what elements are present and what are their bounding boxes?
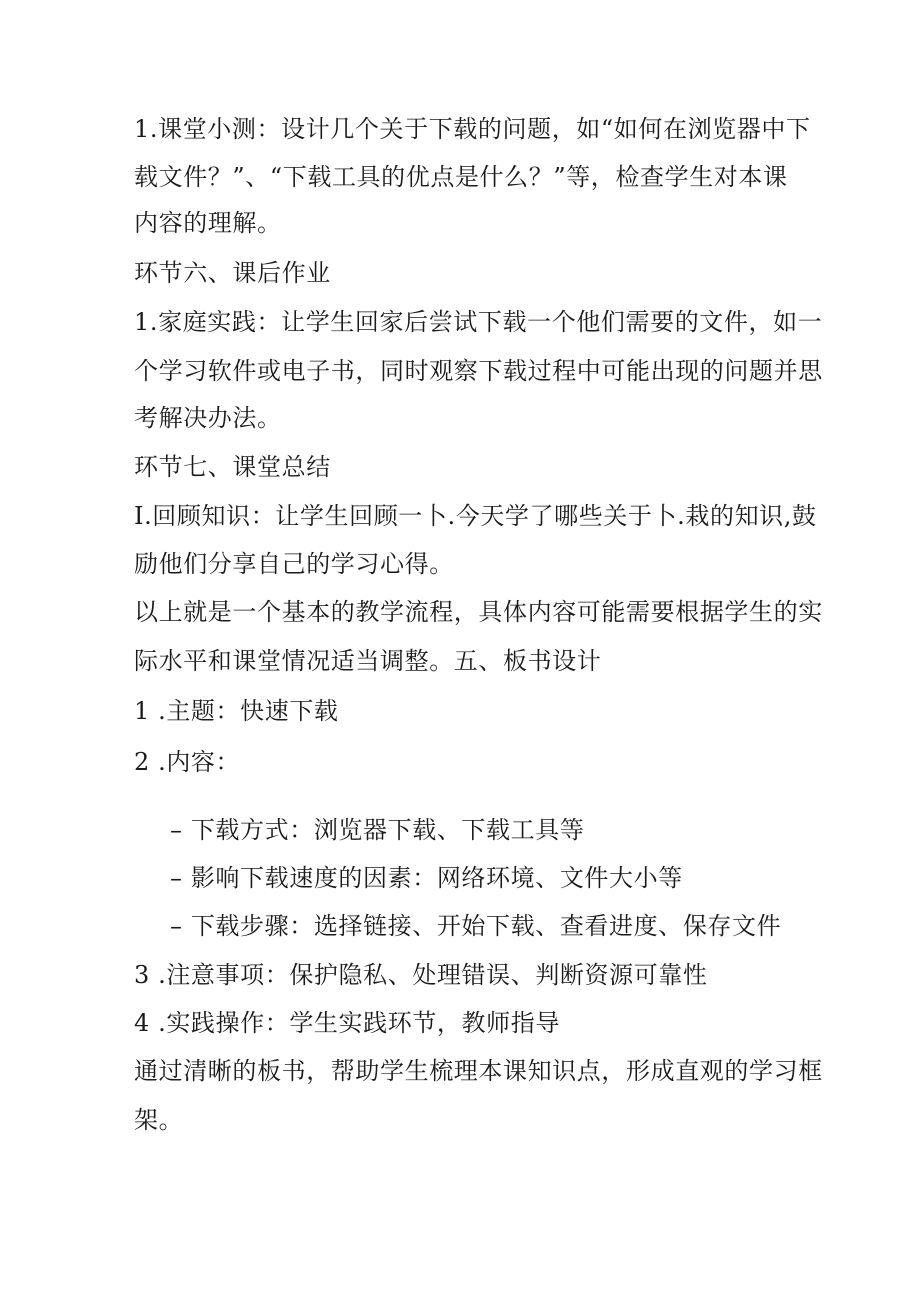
board-bullet-download-steps: – 下载步骤：选择链接、开始下载、查看进度、保存文件 [170, 912, 782, 940]
conclusion-paragraph-line-2: 际水平和课堂情况适当调整。五、板书设计 [134, 647, 602, 675]
conclusion-paragraph-line-1: 以上就是一个基本的教学流程，具体内容可能需要根据学生的实 [134, 598, 823, 626]
closing-paragraph-line-1: 通过清晰的板书，帮助学生梳理本课知识点，形成直观的学习框 [134, 1057, 823, 1085]
quiz-paragraph-line-2: 载文件？”、“下载工具的优点是什么？”等，检查学生对本课 [134, 163, 788, 191]
quiz-paragraph-line-3: 内容的理解。 [134, 209, 282, 237]
summary-paragraph-line-1: I.回顾知识：让学生回顾一卜.今天学了哪些关于卜.栽的知识,鼓 [134, 502, 817, 530]
homework-paragraph-line-1: 1.家庭实践：让学生回家后尝试下载一个他们需要的文件，如一 [134, 308, 823, 336]
homework-paragraph-line-2: 个学习软件或电子书，同时观察下载过程中可能出现的问题并思 [134, 357, 823, 385]
board-bullet-download-methods: – 下载方式：浏览器下载、下载工具等 [170, 816, 585, 844]
summary-paragraph-line-2: 励他们分享自己的学习心得。 [134, 550, 454, 578]
section-heading-homework: 环节六、课后作业 [134, 259, 331, 287]
quiz-paragraph-line-1: 1.课堂小测：设计几个关于下载的问题，如“如何在浏览器中下 [134, 115, 811, 143]
section-heading-summary: 环节七、课堂总结 [134, 453, 331, 481]
homework-paragraph-line-3: 考解决办法。 [134, 404, 282, 432]
closing-paragraph-line-2: 架。 [134, 1106, 184, 1134]
board-item-topic: 1 .主题：快速下载 [134, 697, 339, 725]
board-item-notes: 3 .注意事项：保护隐私、处理错误、判断资源可靠性 [134, 961, 708, 989]
board-item-practice: 4 .实践操作：学生实践环节，教师指导 [134, 1009, 560, 1037]
board-bullet-speed-factors: – 影响下载速度的因素：网络环境、文件大小等 [170, 864, 683, 892]
board-item-content: 2 .内容： [134, 748, 241, 776]
